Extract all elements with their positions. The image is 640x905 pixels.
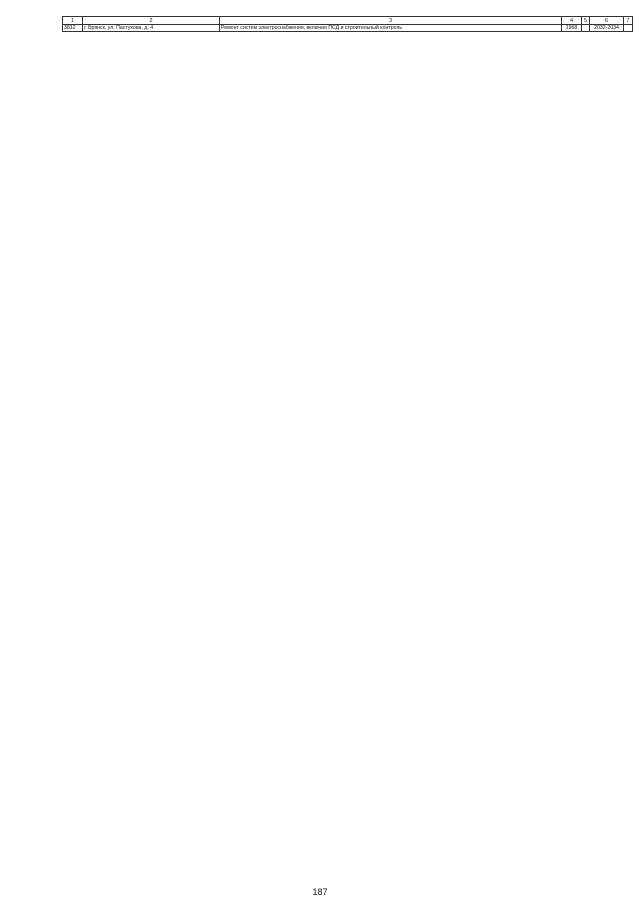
address: г. Брянск, ул. Пастухова, д. 4 (83, 25, 220, 32)
page-number: 187 (312, 887, 328, 897)
cell-5 (582, 25, 590, 32)
column-header-6: 6 (590, 17, 624, 25)
work-description: Ремонт систем электроснабжения, включая ПСД и строительный контроль (220, 25, 562, 32)
column-header-1: 1 (63, 17, 83, 25)
table-row (63, 25, 633, 32)
cell-7 (624, 25, 633, 32)
column-header-7: 7 (624, 17, 633, 25)
column-header-3: 3 (220, 17, 562, 25)
repair-period: 2032-2034 (590, 25, 624, 32)
table-body (63, 25, 633, 32)
column-header-4: 4 (562, 17, 582, 25)
header-row (63, 17, 633, 25)
column-header-5: 5 (582, 17, 590, 25)
row-number: 3812 (63, 25, 83, 32)
column-header-2: 2 (83, 17, 220, 25)
capital-repair-table (62, 16, 633, 32)
year-built: 1968 (562, 25, 582, 32)
